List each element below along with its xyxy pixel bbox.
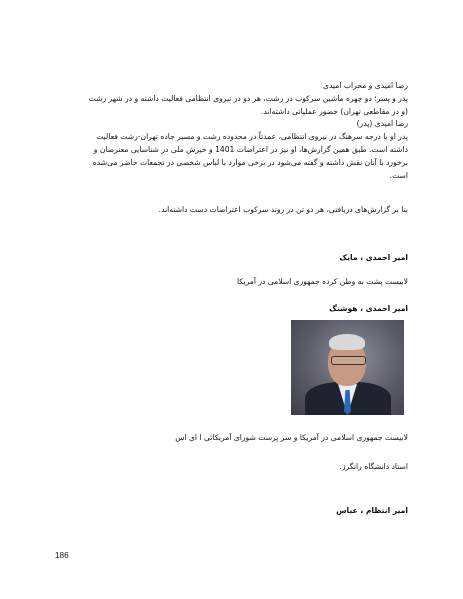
portrait-photo (291, 320, 404, 415)
summary-line: بنا بر گزارش‌های دریافتی، هر دو تن در روند سرکوب اعتراضات دست داشته‌اند. (158, 205, 408, 214)
text-line: پدر و پسر؛ دو چهره ماشین سرکوب در رشت، هر دو در نیروی انتظامی فعالیت داشته و در شهر رشت (88, 93, 408, 103)
text-line: رضا امیدی (پدر) (356, 119, 408, 129)
page-number: 186 (55, 551, 69, 560)
photo-hair-shape (329, 334, 365, 350)
entry-text-houshang: لابیست جمهوری اسلامی در آمریکا و سر پرست شورای آمریکائی ا ای اس (175, 433, 408, 442)
entry-heading-mike: امیر احمدی ، مایک (339, 253, 408, 262)
entry-heading-houshang: امیر احمدی ، هوشنگ (329, 304, 408, 313)
text-line: برخورد با آنان نقش داشته و گفته می‌شود در برخی موارد با لباس شخصی در تجمعات حاضر می‌شده (92, 157, 408, 167)
photo-glasses-shape (331, 356, 366, 365)
text-line: است. (389, 170, 408, 180)
text-line: پدر او با درجه سرهنگ در نیروی انتظامی، عمدتاً در محدوده رشت و مسیر جاده تهران-رشت فعالیت (96, 132, 408, 142)
entry-heading-abbas: امیر انتظام ، عباس (336, 506, 408, 515)
intro-paragraph (55, 80, 408, 182)
entry-text-houshang-affiliation: استاد دانشگاه راتگرز. (339, 462, 408, 471)
text-line: داشته است. طبق همین گزارش‌ها، او نیز در اعتراضات 1401 و خیزش ملی در شناسایی معترضان و (93, 144, 408, 154)
text-line: (و در مقاطعی تهران) حضور عملیاتی داشته‌اند. (260, 106, 408, 116)
text-line: رضا امیدی و محراب امیدی (323, 81, 408, 90)
entry-text-mike: لابیست پشت به وطن کرده جمهوری اسلامی در آمریکا (236, 277, 408, 286)
